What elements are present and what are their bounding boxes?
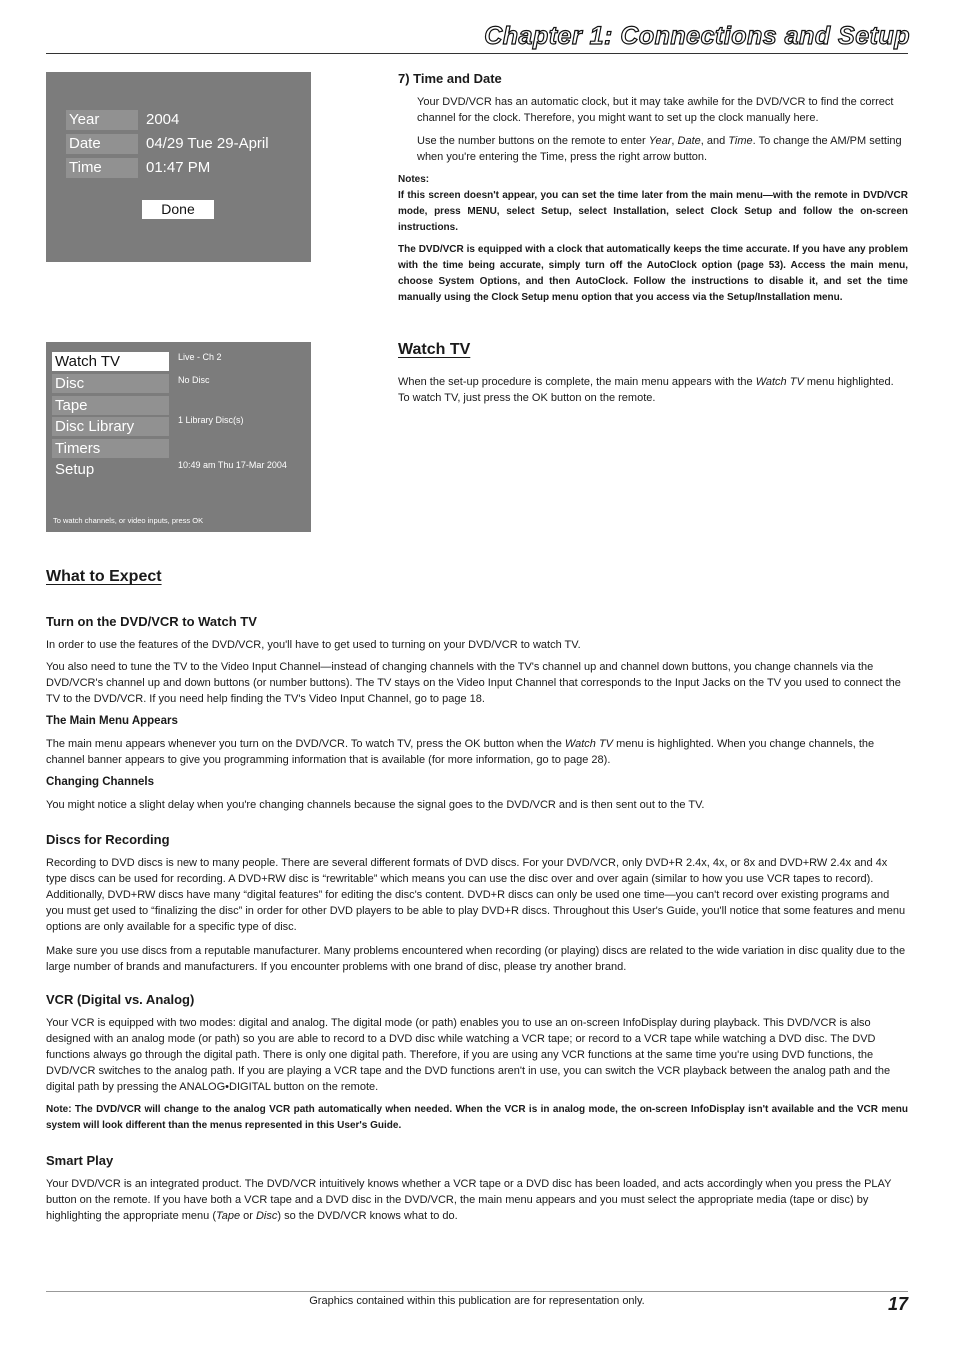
smart-play-heading: Smart Play <box>46 1153 114 1168</box>
watch-tv-heading: Watch TV <box>398 341 471 358</box>
what-to-expect-heading: What to Expect <box>46 568 162 585</box>
menu-info-disc: No Disc <box>178 375 210 385</box>
changing-channels-heading: Changing Channels <box>46 776 154 788</box>
turn-on-heading: Turn on the DVD/VCR to Watch TV <box>46 614 257 629</box>
clock-label-year: Year <box>66 110 138 130</box>
clock-label-time: Time <box>66 158 138 178</box>
clock-value-time: 01:47 PM <box>146 159 211 176</box>
menu-info-clock: 10:49 am Thu 17-Mar 2004 <box>178 460 287 470</box>
header-rule <box>46 53 908 54</box>
menu-item-disc-library[interactable]: Disc Library <box>52 417 169 436</box>
time-date-paragraph-1: Your DVD/VCR has an automatic clock, but it may take awhile for the DVD/VCR to find the correct channel for the clock. Therefore, you might want to set up the clock manually here. <box>417 96 894 124</box>
time-date-paragraph-2: Use the number buttons on the remote to enter Year, Date, and Time. To change the AM/PM setting when you're entering the Time, press the right arrow button. <box>417 135 902 163</box>
menu-hint: To watch channels, or video inputs, press OK <box>53 516 204 525</box>
note-1: If this screen doesn't appear, you can set the time later from the main menu—with the remote in DVD/VCR mode, press MENU, select Setup, select Installation, select Clock Setup and follow the on-screen instructions. <box>398 190 908 233</box>
vcr-paragraph: Your VCR is equipped with two modes: digital and analog. The digital mode (or path) enables you to use an on-screen InfoDisplay during playback. This DVD/VCR is also designed with an analog mode (or path) so you are able to record to a DVD disc while watching a VCR tape; or record to a VCR tape while watching a DVD disc. The DVD functions always go through the digital path. There is only one digital path. Therefore, if you are using any VCR functions at the same time you're using DVD functions, the DVD/VCR switches to the analog path. If you are playing a VCR tape and the DVD functions aren't in use, you can switch the VCR playback between the analog path and the digital path by pressing the ANALOG•DIGITAL button on the remote. <box>46 1017 891 1093</box>
chapter-title: Chapter 1: Connections and Setup <box>484 22 910 50</box>
menu-info-watch-tv: Live - Ch 2 <box>178 352 222 362</box>
vcr-note: Note: The DVD/VCR will change to the analog VCR path automatically when needed. When the VCR is in analog mode, the on-screen InfoDisplay isn't available and the VCR menu system will look different than the menus represented in this User's Guide. <box>46 1104 908 1131</box>
turn-on-paragraph-2: You also need to tune the TV to the Video Input Channel—instead of changing channels with the TV's channel up and channel down buttons, you change channels via the DVD/VCR's channel up and down buttons (or number buttons). The TV stays on the Video Input Channel that corresponds to the Input Jacks on the TV you used to connect the TV to the DVD/VCR. If you need help finding the TV's Video Input Channel, go to page 18. <box>46 661 901 705</box>
menu-item-setup[interactable]: Setup <box>55 461 95 478</box>
changing-channels-paragraph: You might notice a slight delay when you're changing channels because the signal goes to the DVD/VCR and is then sent out to the TV. <box>46 799 705 811</box>
clock-value-year: 2004 <box>146 111 180 128</box>
time-date-heading: 7) Time and Date <box>398 71 502 86</box>
main-menu-screen <box>46 342 311 532</box>
watch-tv-paragraph: When the set-up procedure is complete, the main menu appears with the Watch TV menu highlighted. To watch TV, just press the OK button on the remote. <box>398 376 894 404</box>
notes-label: Notes: <box>398 174 430 185</box>
vcr-heading: VCR (Digital vs. Analog) <box>46 992 195 1007</box>
menu-info-disc-library: 1 Library Disc(s) <box>178 415 244 425</box>
menu-item-timers[interactable]: Timers <box>52 439 169 458</box>
done-button[interactable]: Done <box>142 200 214 219</box>
footer-note: Graphics contained within this publication are for representation only. <box>309 1295 645 1307</box>
menu-item-tape[interactable]: Tape <box>52 396 169 415</box>
main-menu-appears-heading: The Main Menu Appears <box>46 715 178 727</box>
turn-on-paragraph-1: In order to use the features of the DVD/VCR, you'll have to get used to turning on your DVD/VCR to watch TV. <box>46 639 581 651</box>
smart-play-paragraph: Your DVD/VCR is an integrated product. The DVD/VCR intuitively knows whether a VCR tape or a DVD disc has been loaded, and acts accordingly when you press the PLAY button on the remote. If you have both a VCR tape and a DVD disc in the DVD/VCR, the main menu appears and you must select the appropriate media (tape or disc) by highlighting the appropriate menu (Tape or Disc) so the DVD/VCR knows what to do. <box>46 1178 892 1222</box>
clock-setup-screen <box>46 72 311 262</box>
clock-label-date: Date <box>66 134 138 154</box>
menu-item-disc[interactable]: Disc <box>52 374 169 393</box>
discs-paragraph-1: Recording to DVD discs is new to many people. There are several different formats of DVD discs. For your DVD/VCR, only DVD+R 2.4x, 4x, or 8x and DVD+RW 2.4x and 4x type discs can be used for recording. A DVD+RW disc is “rewritable” which means you can use the disc over and over again (similar to how you use VCR tapes to record). Additionally, DVD+RW discs have many “digital features” for editing the disc's content. DVD+R discs can only be used one time—you can't record over existing programs and you must get used to “finalizing the disc” in order for other DVD players to be able to play DVD+R discs. Throughout this User's Guide, you'll notice that some features and menu options are only available for a specific type of disc. <box>46 857 906 933</box>
footer-rule <box>46 1291 908 1292</box>
discs-paragraph-2: Make sure you use discs from a reputable manufacturer. Many problems encountered when recording (or playing) discs are related to the wide variation in disc quality due to the large number of brands and manufacturers. If you encounter problems with one brand of disc, please try another brand. <box>46 945 906 973</box>
note-2: The DVD/VCR is equipped with a clock that automatically keeps the time accurate. If you have any problem with the time being accurate, simply turn off the AutoClock option (page 53). Access the main menu, choose System Options, and then AutoClock. Follow the instructions to disable it, and set the time manually using the Clock Setup menu option that you access via the Setup/Installation menu. <box>398 244 908 303</box>
menu-item-watch-tv[interactable]: Watch TV <box>52 352 169 371</box>
discs-heading: Discs for Recording <box>46 832 170 847</box>
clock-value-date: 04/29 Tue 29-April <box>146 135 269 152</box>
page-number: 17 <box>887 1294 908 1314</box>
main-menu-appears-paragraph: The main menu appears whenever you turn on the DVD/VCR. To watch TV, press the OK button when the Watch TV menu is highlighted. When you change channels, the channel banner appears to give you programming information that is available (for more information, go to page 28). <box>46 738 875 766</box>
